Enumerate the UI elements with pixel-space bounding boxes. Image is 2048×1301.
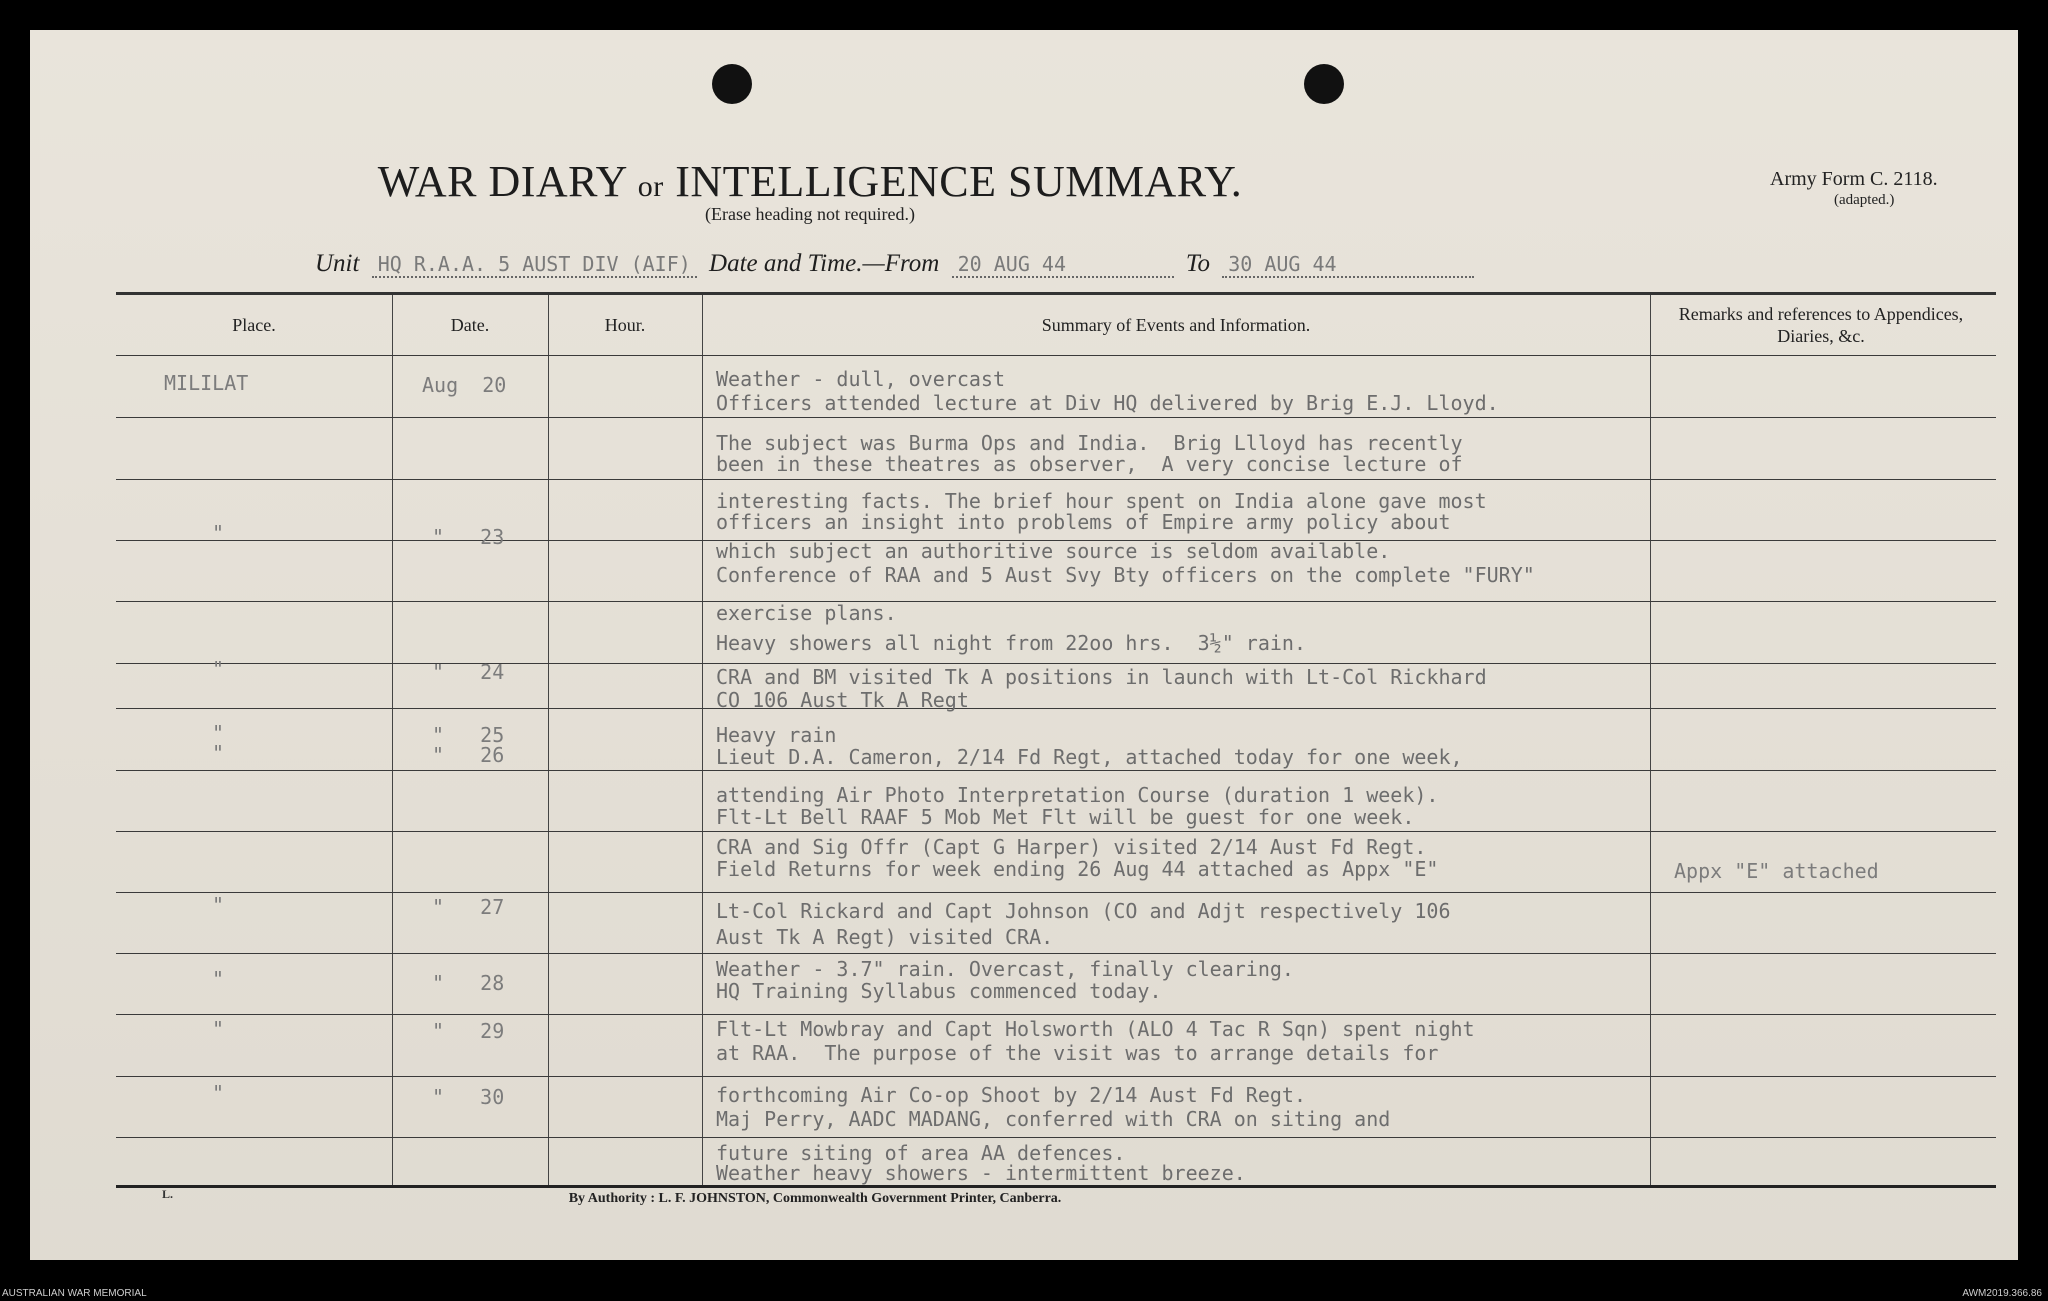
date-to-value: 30 AUG 44 [1222, 252, 1474, 278]
place-entry: " [212, 1081, 225, 1105]
summary-line: CO 106 Aust Tk A Regt [716, 688, 969, 712]
column-header-hour: Hour. [604, 315, 646, 335]
unit-line: Unit HQ R.A.A. 5 AUST DIV (AIF) Date and Time.—From 20 AUG 44 To 30 AUG 44 [315, 250, 1480, 278]
adapted-label: (adapted.) [1834, 192, 1895, 208]
remarks-entry: Appx "E" attached [1674, 859, 1879, 883]
summary-line: interesting facts. The brief hour spent on India alone gave most [716, 489, 1487, 513]
summary-line: Heavy showers all night from 22oo hrs. 3½" rain. [716, 631, 1307, 655]
date-entry: " 23 [432, 525, 505, 549]
place-entry: " [212, 521, 225, 545]
army-form-label: Army Form C. 2118. (adapted.) [1770, 168, 1938, 208]
date-entry: " 29 [432, 1019, 505, 1043]
punch-hole-left [712, 64, 752, 104]
punch-hole-right [1304, 64, 1344, 104]
summary-line: Heavy rain [716, 723, 837, 747]
diary-table [116, 292, 1996, 1187]
date-entry: " 30 [432, 1085, 505, 1109]
summary-line: The subject was Burma Ops and India. Brig Llloyd has recently [716, 431, 1463, 455]
archive-caption-left: AUSTRALIAN WAR MEMORIAL [2, 1288, 147, 1299]
date-entry: " 26 [432, 743, 505, 767]
summary-line: been in these theatres as observer, A very concise lecture of [716, 452, 1463, 476]
summary-line: future siting of area AA defences. [716, 1141, 1126, 1165]
summary-line: Weather - dull, overcast [716, 367, 1005, 391]
form-code: L. [162, 1187, 174, 1201]
column-header-remarks: Remarks and references to Appendices, Diaries, &c. [1678, 304, 1964, 346]
date-entry: " 24 [432, 660, 505, 684]
summary-line: exercise plans. [716, 601, 897, 625]
unit-value: HQ R.A.A. 5 AUST DIV (AIF) [372, 252, 697, 278]
column-header-place: Place. [232, 315, 276, 335]
summary-line: Conference of RAA and 5 Aust Svy Bty officers on the complete "FURY" [716, 563, 1535, 587]
page-title: WAR DIARY or INTELLIGENCE SUMMARY. [377, 157, 1243, 206]
archive-caption-right: AWM2019.366.86 [1962, 1288, 2042, 1299]
summary-line: attending Air Photo Interpretation Course (duration 1 week). [716, 783, 1439, 807]
place-entry: MILILAT [164, 371, 249, 395]
date-from-value: 20 AUG 44 [952, 252, 1174, 278]
place-entry: " [212, 967, 225, 991]
date-entry: " 27 [432, 895, 505, 919]
summary-line: Maj Perry, AADC MADANG, conferred with CRA on siting and [716, 1107, 1391, 1131]
summary-line: Aust Tk A Regt) visited CRA. [716, 925, 1054, 949]
summary-line: Lieut D.A. Cameron, 2/14 Fd Regt, attached today for one week, [716, 745, 1463, 769]
date-entry: Aug 20 [422, 373, 507, 397]
summary-line: which subject an authoritive source is seldom available. [716, 539, 1391, 563]
place-entry: " [212, 657, 225, 681]
summary-line: Weather - 3.7" rain. Overcast, finally clearing. [716, 957, 1294, 981]
summary-line: CRA and Sig Offr (Capt G Harper) visited 2/14 Aust Fd Regt. [716, 835, 1427, 859]
page-subtitle: (Erase heading not required.) [705, 204, 915, 224]
summary-line: forthcoming Air Co-op Shoot by 2/14 Aust Fd Regt. [716, 1083, 1307, 1107]
column-header-date: Date. [450, 315, 490, 335]
place-entry: " [212, 741, 225, 765]
column-header-summary: Summary of Events and Information. [1041, 315, 1311, 335]
summary-line: at RAA. The purpose of the visit was to arrange details for [716, 1041, 1439, 1065]
summary-line: Lt-Col Rickard and Capt Johnson (CO and Adjt respectively 106 [716, 899, 1451, 923]
date-entry: " 28 [432, 971, 505, 995]
summary-line: Weather heavy showers - intermittent breeze. [716, 1161, 1246, 1185]
summary-line: Field Returns for week ending 26 Aug 44 attached as Appx "E" [716, 857, 1439, 881]
summary-line: Flt-Lt Bell RAAF 5 Mob Met Flt will be guest for one week. [716, 805, 1415, 829]
summary-line: officers an insight into problems of Empire army policy about [716, 510, 1451, 534]
summary-line: HQ Training Syllabus commenced today. [716, 979, 1162, 1003]
summary-line: Flt-Lt Mowbray and Capt Holsworth (ALO 4 Tac R Sqn) spent night [716, 1017, 1475, 1041]
summary-line: CRA and BM visited Tk A positions in launch with Lt-Col Rickhard [716, 665, 1487, 689]
place-entry: " [212, 721, 225, 745]
place-entry: " [212, 1017, 225, 1041]
diary-page [30, 30, 2018, 1260]
printer-authority: By Authority : L. F. JOHNSTON, Commonwealth Government Printer, Canberra. [568, 1191, 1062, 1206]
date-entry: " 25 [432, 723, 505, 747]
summary-line: Officers attended lecture at Div HQ delivered by Brig E.J. Lloyd. [716, 391, 1499, 415]
place-entry: " [212, 893, 225, 917]
